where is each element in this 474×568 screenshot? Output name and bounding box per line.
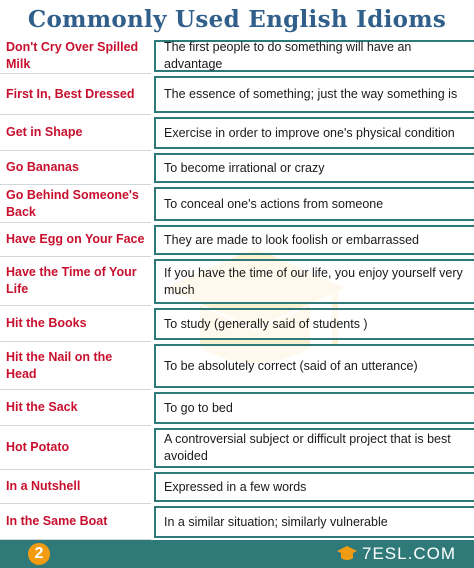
brand-name: 7ESL.COM	[362, 544, 456, 563]
graduation-cap-icon	[336, 543, 358, 565]
table-row	[0, 257, 474, 306]
meaning-text: Expressed in a few words	[154, 472, 474, 502]
idiom-text: First In, Best Dressed	[0, 74, 151, 115]
meaning-text: To conceal one's actions from someone	[154, 187, 474, 221]
idiom-text: Hit the Sack	[0, 390, 151, 426]
brand-logo	[336, 543, 456, 565]
idiom-text: Have the Time of Your Life	[0, 257, 151, 306]
table-row	[0, 426, 474, 470]
table-row	[0, 223, 474, 257]
table-row	[0, 74, 474, 115]
idiom-text: Don't Cry Over Spilled Milk	[0, 38, 151, 74]
meaning-text: To be absolutely correct (said of an utterance)	[154, 344, 474, 388]
table-row	[0, 185, 474, 223]
idiom-text: Go Behind Someone's Back	[0, 185, 151, 223]
table-row	[0, 38, 474, 74]
meaning-text: A controversial subject or difficult project that is best avoided	[154, 428, 474, 468]
table-row	[0, 306, 474, 342]
meaning-text: In a similar situation; similarly vulnerable	[154, 506, 474, 538]
idiom-text: Hit the Books	[0, 306, 151, 342]
table-row	[0, 390, 474, 426]
table-row	[0, 504, 474, 540]
table-row	[0, 115, 474, 151]
meaning-text: Exercise in order to improve one's physical condition	[154, 117, 474, 149]
idiom-text: Hot Potato	[0, 426, 151, 470]
idiom-text: Have Egg on Your Face	[0, 223, 151, 257]
idiom-text: In the Same Boat	[0, 504, 151, 540]
page-number-badge: 2	[28, 543, 50, 565]
idioms-table	[0, 38, 474, 540]
idiom-text: In a Nutshell	[0, 470, 151, 504]
page-title: Commonly Used English Idioms	[27, 5, 447, 33]
table-row	[0, 151, 474, 185]
meaning-text: The essence of something; just the way something is	[154, 76, 474, 113]
meaning-text: The first people to do something will have an advantage	[154, 40, 474, 72]
meaning-text: If you have the time of our life, you enjoy yourself very much	[154, 259, 474, 304]
idiom-text: Go Bananas	[0, 151, 151, 185]
idiom-text: Hit the Nail on the Head	[0, 342, 151, 390]
footer-bar	[0, 540, 474, 568]
idiom-text: Get in Shape	[0, 115, 151, 151]
meaning-text: They are made to look foolish or embarrassed	[154, 225, 474, 255]
meaning-text: To become irrational or crazy	[154, 153, 474, 183]
meaning-text: To study (generally said of students )	[154, 308, 474, 340]
table-row	[0, 470, 474, 504]
table-row	[0, 342, 474, 390]
meaning-text: To go to bed	[154, 392, 474, 424]
